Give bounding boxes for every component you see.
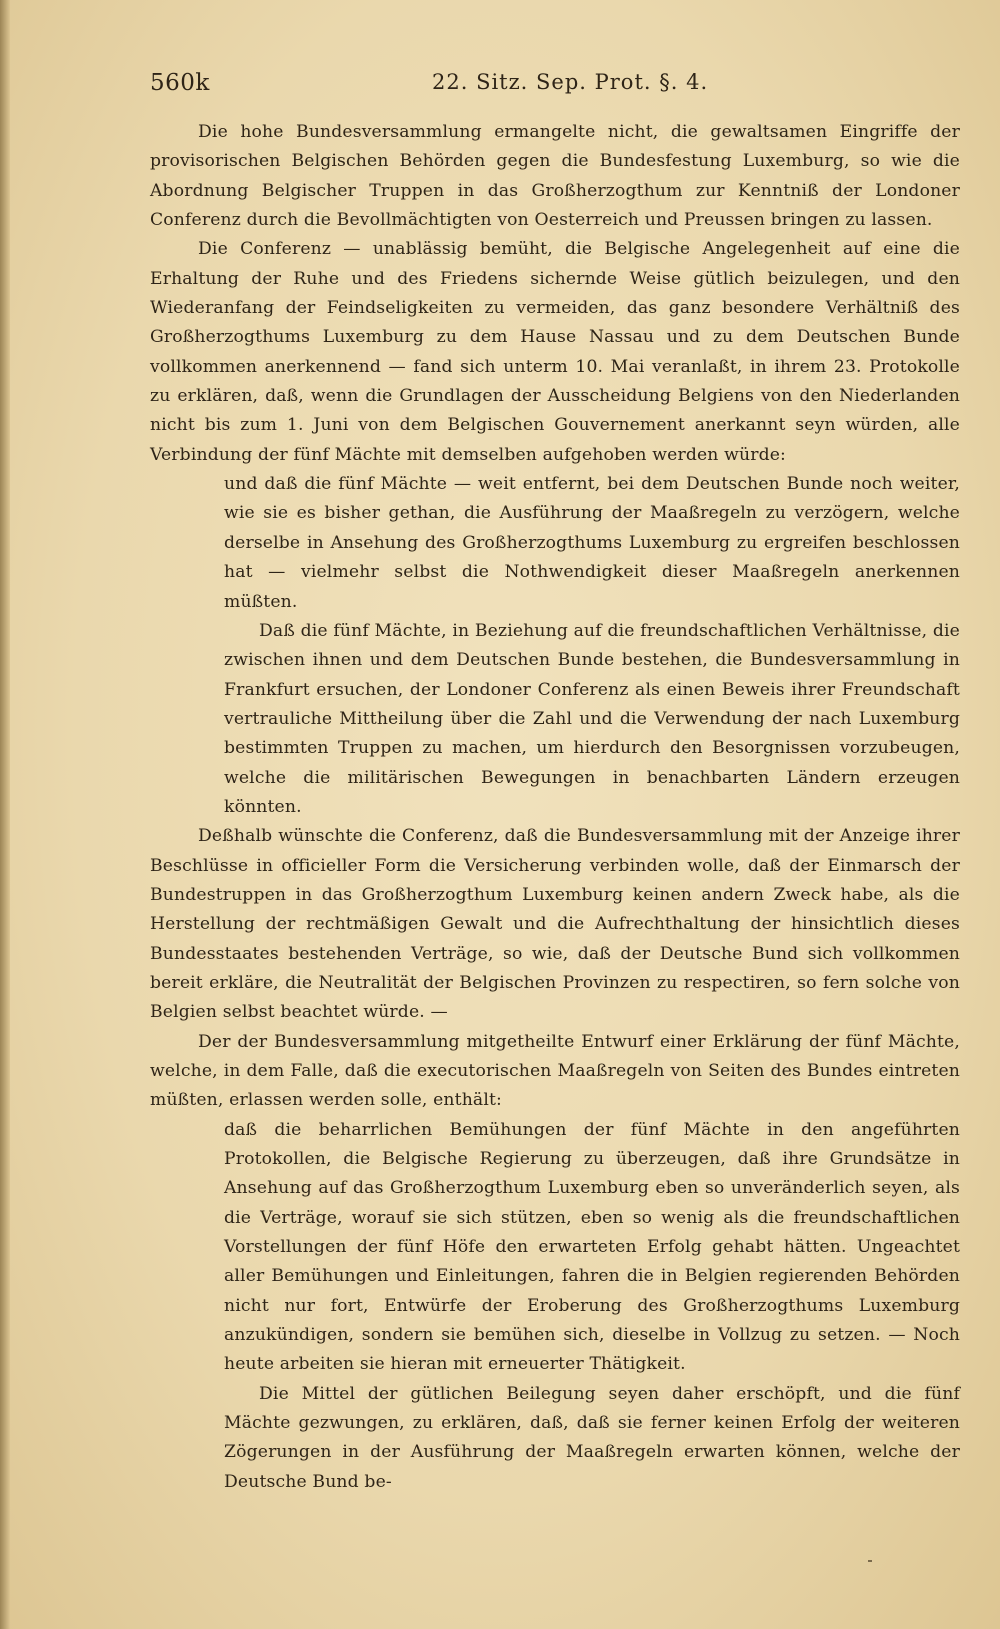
quoted-clause: Die Mittel der gütlichen Beilegung seyen daher erschöpft, und die fünf Mächte gezwungen, zu erklären, daß, daß sie ferner keinen Erfolg der weiteren Zögerungen in der Ausführung der Maaßregeln erwarten können, welche der Deutsche Bund be- [224,1383,960,1492]
ink-speck [868,1560,872,1562]
paragraph: Deßhalb wünschte die Conferenz, daß die Bundesversammlung mit der Anzeige ihrer Beschlüsse in officieller Form die Versicherung verbinden wolle, daß der Einmarsch der Bundestruppen in das Großherzogthum Luxemburg keinen andern Zweck habe, als die Herstellung der rechtmäßigen Gewalt und die Aufrechthaltung der hinsichtlich dieses Bundesstaates bestehenden Verträge, so wie, daß der Deutsche Bund sich vollkommen bereit erkläre, die Neutralität der Belgischen Provinzen zu respectiren, so fern solche von Belgien selbst beachtet würde. — [150,826,960,1023]
page-body [150,118,960,1497]
quoted-clause: und daß die fünf Mächte — weit entfernt, bei dem Deutschen Bunde noch weiter, wie sie es bisher gethan, die Ausführung der Maaßregeln zu verzögern, welche derselbe in Ansehung des Großherzogthums Luxemburg zu ergreifen beschlossen hat — vielmehr selbst die Nothwendigkeit dieser Maaßregeln anerkennen müßten. [224,474,960,612]
paragraph: Die hohe Bundesversammlung ermangelte nicht, die gewaltsamen Eingriffe der provisorischen Belgischen Behörden gegen die Bundesfestung Luxemburg, so wie die Abordnung Belgischer Truppen in das Großherzogthum zur Kenntniß der Londoner Conferenz durch die Bevollmächtigten von Oesterreich und Preussen bringen zu lassen. [150,122,960,231]
page-number: 560k [150,70,210,96]
quoted-clause: Daß die fünf Mächte, in Beziehung auf die freundschaftlichen Verhältnisse, die zwischen ihnen und dem Deutschen Bunde bestehen, die Bundesversammlung in Frankfurt ersuchen, der Londoner Conferenz als einen Beweis ihrer Freundschaft vertrauliche Mittheilung über die Zahl und die Verwendung der nach Luxemburg bestimmten Truppen zu machen, um hierdurch den Besorgnissen vorzubeugen, welche die militärischen Bewegungen in benachbarten Ländern erzeugen könnten. [224,620,960,817]
paragraph: Die Conferenz — unablässig bemüht, die Belgische Angelegenheit auf eine die Erhaltung der Ruhe und des Friedens sichernde Weise gütlich beizulegen, und den Wiederanfang der Feindseligkeiten zu vermeiden, das ganz besondere Verhältniß des Großherzogthums Luxemburg zu dem Hause Nassau und zu dem Deutschen Bunde vollkommen anerkennend — fand sich unterm 10. Mai veranlaßt, in ihrem 23. Protokolle zu erklären, daß, wenn die Grundlagen der Ausscheidung Belgiens von den Niederlanden nicht bis zum 1. Juni von dem Belgischen Gouvernement anerkannt seyn würden, alle Verbindung der fünf Mächte mit demselben aufgehoben werden würde: [150,239,960,465]
quoted-clause: daß die beharrlichen Bemühungen der fünf Mächte in den angeführten Protokollen, die Belgische Regierung zu überzeugen, daß ihre Grundsätze in Ansehung auf das Großherzogthum Luxemburg eben so unveränderlich seyen, als die Verträge, worauf sie sich stützen, eben so wenig als die freundschaftlichen Vorstellungen der fünf Höfe den erwarteten Erfolg gehabt hätten. Ungeachtet aller Bemühungen und Einleitungen, fahren die in Belgien regierenden Behörden nicht nur fort, Entwürfe der Eroberung des Großherzogthums Luxemburg anzukündigen, sondern sie bemühen sich, dieselbe in Vollzug zu setzen. — Noch heute arbeiten sie hieran mit erneuerter Thätigkeit. [224,1119,960,1375]
page-header [150,70,960,100]
paragraph: Der der Bundesversammlung mitgetheilte Entwurf einer Erklärung der fünf Mächte, welche, in dem Falle, daß die executorischen Maaßregeln von Seiten des Bundes eintreten müßten, erlassen werden solle, enthält: [150,1031,960,1111]
running-head: 22. Sitz. Sep. Prot. §. 4. [432,70,709,94]
